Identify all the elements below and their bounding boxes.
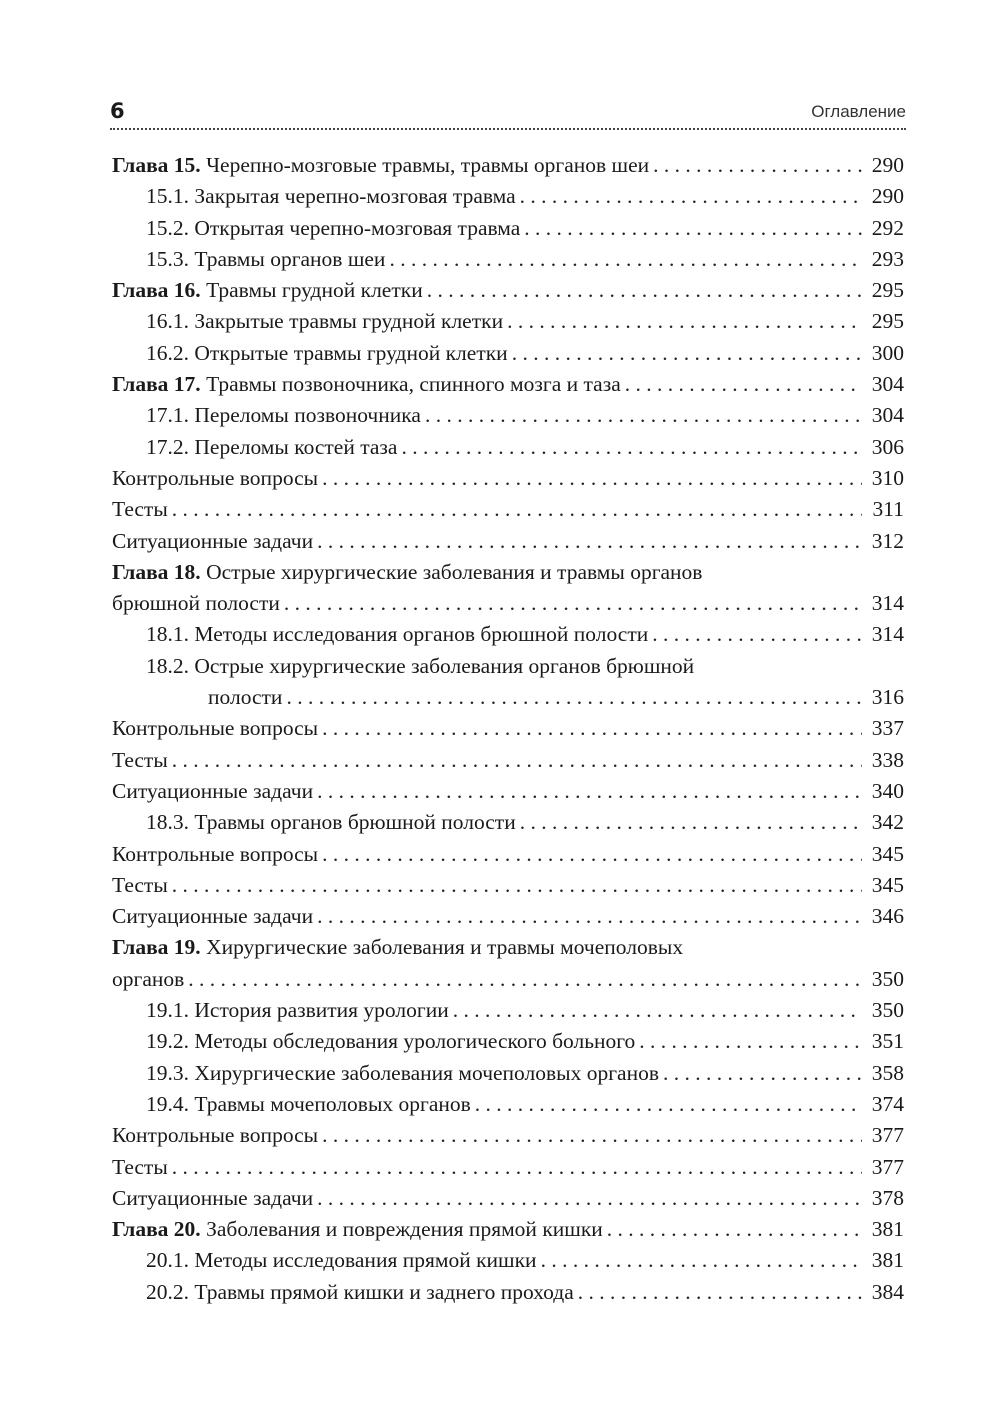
- toc-chapter-15[interactable]: [112, 150, 904, 181]
- dot-leader: [663, 1058, 862, 1089]
- page-ref: 342: [871, 810, 904, 835]
- dot-leader: [317, 1183, 862, 1214]
- page-ref: 314: [871, 591, 904, 616]
- entry-title: Ситуационные задачи: [112, 778, 314, 803]
- dot-leader: [524, 213, 862, 244]
- toc-entry[interactable]: [112, 776, 904, 807]
- chapter-title: Травмы грудной клетки: [206, 278, 423, 303]
- dot-leader: [172, 494, 862, 525]
- section-title-continued: полости: [208, 685, 283, 710]
- toc-section[interactable]: [112, 244, 904, 275]
- page-ref: 381: [871, 1248, 904, 1273]
- dot-leader: [520, 807, 862, 838]
- dot-leader: [625, 369, 862, 400]
- section-title: 19.1. История развития урологии: [146, 998, 449, 1023]
- section-title: 17.1. Переломы позвоночника: [146, 403, 421, 428]
- section-title: 18.1. Методы исследования органов брюшной полости: [146, 622, 649, 647]
- toc-section[interactable]: [112, 651, 904, 682]
- dot-leader: [507, 306, 862, 337]
- section-title: 16.1. Закрытые травмы грудной клетки: [146, 309, 504, 334]
- toc-chapter-18[interactable]: [112, 557, 904, 588]
- page-ref: 304: [871, 403, 904, 428]
- section-title: 18.2. Острые хирургические заболевания органов брюшной: [146, 653, 695, 678]
- toc-section[interactable]: [112, 1089, 904, 1120]
- dot-leader: [427, 275, 862, 306]
- page-ref: 346: [871, 904, 904, 929]
- entry-title: Тесты: [112, 1154, 168, 1179]
- section-title: 19.4. Травмы мочеполовых органов: [146, 1091, 471, 1116]
- dot-leader: [520, 181, 862, 212]
- entry-title: Контрольные вопросы: [112, 1123, 319, 1148]
- dot-leader: [639, 1026, 862, 1057]
- dot-leader: [512, 338, 862, 369]
- chapter-label: Глава 16.: [112, 278, 201, 303]
- page-ref: 316: [871, 685, 904, 710]
- dot-leader: [317, 901, 862, 932]
- toc-section[interactable]: [112, 1026, 904, 1057]
- entry-title: Контрольные вопросы: [112, 716, 319, 741]
- chapter-label: Глава 15.: [112, 153, 201, 177]
- running-title: Оглавление: [811, 102, 906, 121]
- page-ref: 290: [871, 153, 904, 177]
- page-ref: 384: [871, 1279, 904, 1304]
- page-ref: 310: [871, 465, 904, 490]
- entry-title: Контрольные вопросы: [112, 841, 319, 866]
- section-title: 16.2. Открытые травмы грудной клетки: [146, 340, 508, 365]
- table-of-contents: [112, 150, 904, 1308]
- toc-chapter-18-continued[interactable]: [112, 588, 904, 619]
- section-title: 17.2. Переломы костей таза: [146, 434, 398, 459]
- toc-entry[interactable]: [112, 494, 904, 525]
- section-title: 19.3. Хирургические заболевания мочеполовых органов: [146, 1060, 659, 1085]
- chapter-title: Хирургические заболевания и травмы мочеполовых: [206, 935, 684, 960]
- chapter-title-continued: брюшной полости: [112, 591, 280, 616]
- toc-section[interactable]: [112, 213, 904, 244]
- entry-title: Тесты: [112, 497, 168, 522]
- dot-leader: [172, 870, 862, 901]
- chapter-label: Глава 18.: [112, 559, 201, 584]
- dot-leader: [475, 1089, 862, 1120]
- dot-leader: [188, 964, 862, 995]
- toc-section[interactable]: [112, 181, 904, 212]
- toc-entry[interactable]: [112, 901, 904, 932]
- toc-entry[interactable]: [112, 745, 904, 776]
- page-ref: 304: [871, 372, 904, 397]
- page-ref: 358: [871, 1060, 904, 1085]
- entry-title: Ситуационные задачи: [112, 1185, 314, 1210]
- dot-leader: [172, 745, 862, 776]
- dot-leader: [425, 400, 862, 431]
- section-title: 15.3. Травмы органов шеи: [146, 246, 386, 271]
- entry-title: Ситуационные задачи: [112, 528, 314, 553]
- chapter-title: Острые хирургические заболевания и травмы органов: [206, 559, 703, 584]
- dot-leader: [578, 1277, 862, 1308]
- toc-section[interactable]: [112, 995, 904, 1026]
- page-ref: 290: [871, 184, 904, 209]
- toc-entry[interactable]: [112, 713, 904, 744]
- header-dotted-rule: [110, 128, 906, 130]
- dot-leader: [607, 1214, 862, 1245]
- page-ref: 377: [871, 1123, 904, 1148]
- section-title: 19.2. Методы обследования урологического больного: [146, 1029, 636, 1054]
- toc-chapter-20[interactable]: [112, 1214, 904, 1245]
- toc-chapter-19-continued[interactable]: [112, 964, 904, 995]
- page-ref: 374: [871, 1091, 904, 1116]
- page-ref: 351: [871, 1029, 904, 1054]
- section-title: 15.1. Закрытая черепно-мозговая травма: [146, 184, 516, 209]
- page-ref: 340: [871, 778, 904, 803]
- page-number: 6: [110, 99, 125, 123]
- dot-leader: [286, 682, 862, 713]
- dot-leader: [389, 244, 862, 275]
- page-ref: 338: [871, 747, 904, 772]
- dot-leader: [322, 713, 862, 744]
- toc-section[interactable]: [112, 1277, 904, 1308]
- toc-entry[interactable]: [112, 526, 904, 557]
- page-ref: 300: [871, 340, 904, 365]
- toc-chapter-17[interactable]: [112, 369, 904, 400]
- toc-entry[interactable]: [112, 870, 904, 901]
- entry-title: Ситуационные задачи: [112, 904, 314, 929]
- dot-leader: [652, 619, 862, 650]
- page-header: [110, 96, 906, 126]
- dot-leader: [322, 463, 862, 494]
- toc-entry[interactable]: [112, 1120, 904, 1151]
- dot-leader: [322, 1120, 862, 1151]
- dot-leader: [653, 150, 862, 181]
- chapter-title-continued: органов: [112, 966, 185, 991]
- dot-leader: [284, 588, 862, 619]
- section-title: 15.2. Открытая черепно-мозговая травма: [146, 215, 521, 240]
- page-ref: 350: [871, 966, 904, 991]
- entry-title: Контрольные вопросы: [112, 465, 319, 490]
- toc-entry[interactable]: [112, 1152, 904, 1183]
- toc-entry[interactable]: [112, 1183, 904, 1214]
- chapter-title: Заболевания и повреждения прямой кишки: [206, 1217, 603, 1242]
- toc-section[interactable]: [112, 400, 904, 431]
- entry-title: Тесты: [112, 872, 168, 897]
- section-title: 18.3. Травмы органов брюшной полости: [146, 810, 516, 835]
- dot-leader: [172, 1152, 862, 1183]
- toc-chapter-16[interactable]: [112, 275, 904, 306]
- page-ref: 350: [871, 998, 904, 1023]
- chapter-title: Черепно-мозговые травмы, травмы органов шеи: [206, 153, 650, 177]
- page-ref: 292: [871, 215, 904, 240]
- page-ref: 312: [871, 528, 904, 553]
- chapter-label: Глава 20.: [112, 1217, 201, 1242]
- page-ref: 381: [871, 1217, 904, 1242]
- toc-section[interactable]: [112, 619, 904, 650]
- page-ref: 314: [871, 622, 904, 647]
- page-ref: 295: [871, 309, 904, 334]
- dot-leader: [453, 995, 862, 1026]
- toc-entry[interactable]: [112, 839, 904, 870]
- toc-chapter-19[interactable]: [112, 932, 904, 963]
- dot-leader: [317, 526, 862, 557]
- page-ref: 311: [872, 497, 904, 522]
- toc-section[interactable]: [112, 807, 904, 838]
- toc-section[interactable]: [112, 1058, 904, 1089]
- page-ref: 306: [871, 434, 904, 459]
- chapter-label: Глава 19.: [112, 935, 201, 960]
- entry-title: Тесты: [112, 747, 168, 772]
- section-title: 20.1. Методы исследования прямой кишки: [146, 1248, 537, 1273]
- page-ref: 295: [871, 278, 904, 303]
- page-ref: 377: [871, 1154, 904, 1179]
- chapter-label: Глава 17.: [112, 372, 201, 397]
- dot-leader: [322, 839, 862, 870]
- section-title: 20.2. Травмы прямой кишки и заднего прохода: [146, 1279, 574, 1304]
- chapter-title: Травмы позвоночника, спинного мозга и таза: [206, 372, 621, 397]
- toc-section-continued[interactable]: [112, 682, 904, 713]
- toc-section[interactable]: [112, 432, 904, 463]
- toc-section[interactable]: [112, 306, 904, 337]
- dot-leader: [317, 776, 862, 807]
- page-ref: 293: [871, 246, 904, 271]
- toc-section[interactable]: [112, 338, 904, 369]
- toc-entry[interactable]: [112, 463, 904, 494]
- page-ref: 337: [871, 716, 904, 741]
- dot-leader: [541, 1245, 862, 1276]
- page-ref: 345: [871, 872, 904, 897]
- page-ref: 345: [871, 841, 904, 866]
- dot-leader: [401, 432, 862, 463]
- page-ref: 378: [871, 1185, 904, 1210]
- toc-section[interactable]: [112, 1245, 904, 1276]
